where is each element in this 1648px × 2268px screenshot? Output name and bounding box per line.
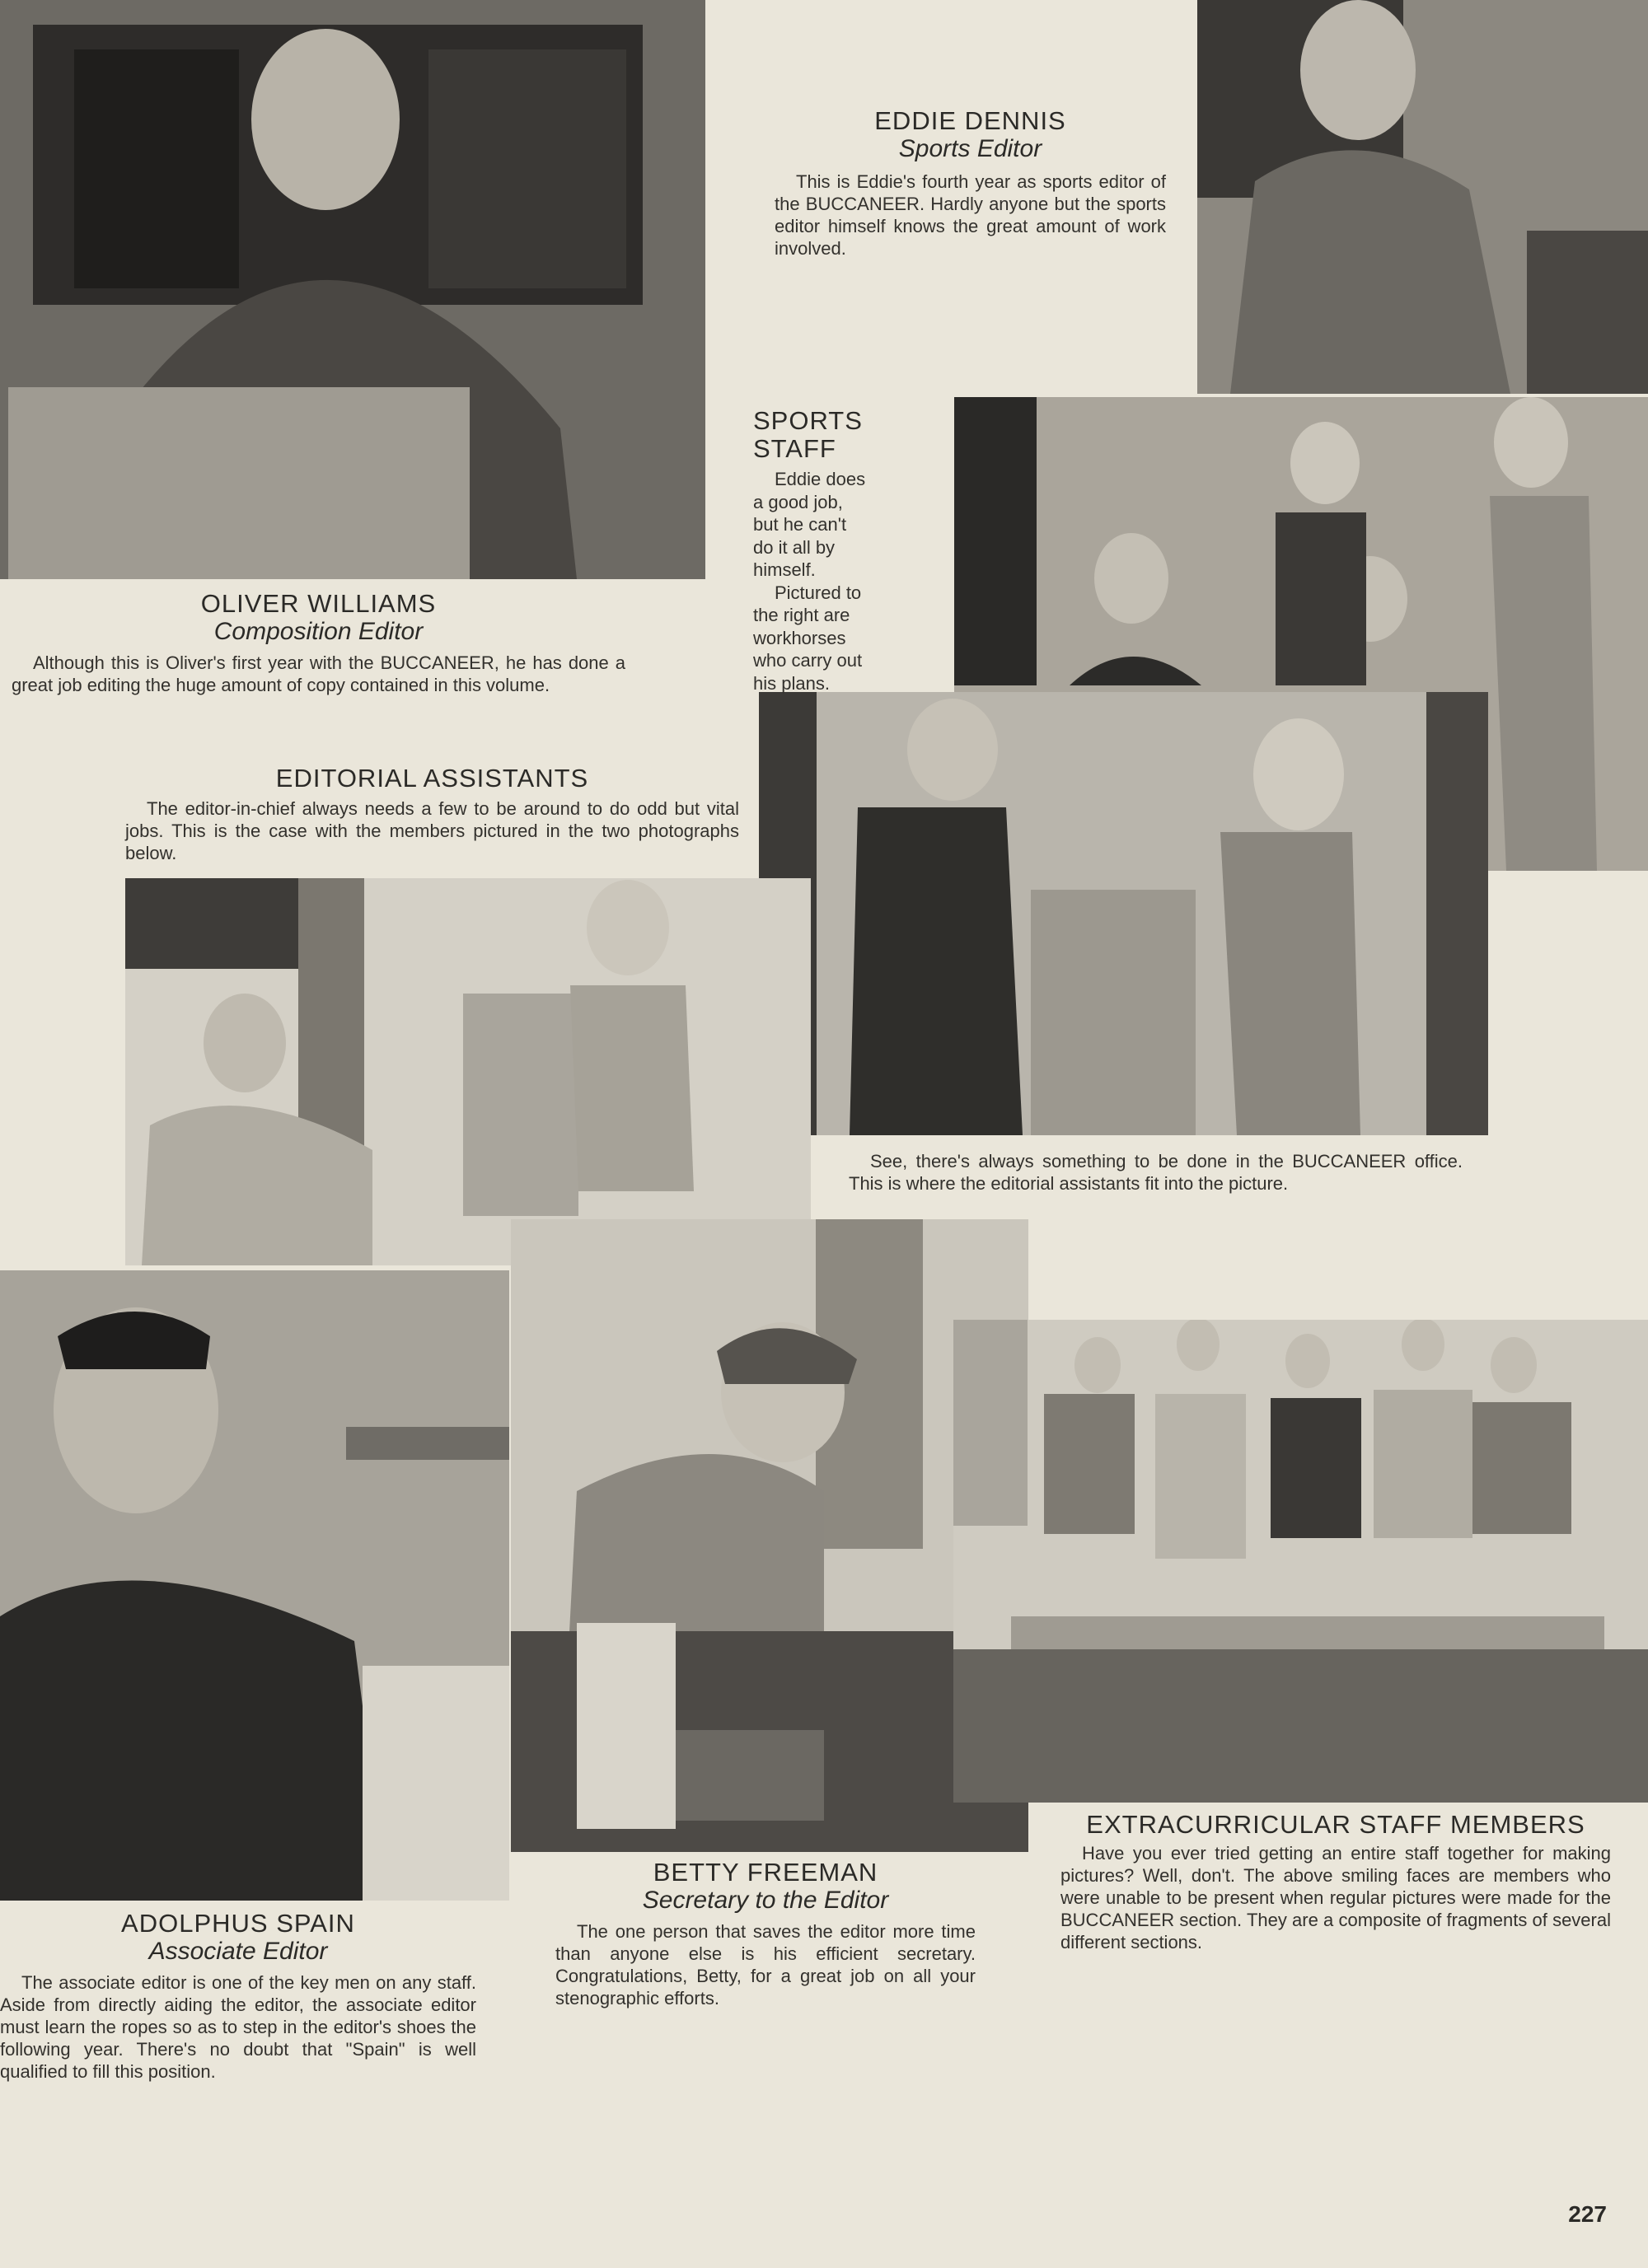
photo-oliver-williams [0,0,705,579]
eddie-dennis-caption [775,107,1166,260]
oliver-williams-caption [12,590,625,696]
photo-adolphus-spain [0,1270,509,1901]
sports-staff-title: SPORTS STAFF [753,406,863,464]
photo-eddie-dennis [1197,0,1648,394]
adolphus-spain-role: Associate Editor [148,1938,328,1966]
sports-staff-line: workhorses [753,627,846,648]
betty-freeman-text: The one person that saves the editor more time than anyone else is his efficient secretary. Congratulations, Betty, for a great job on all your stenographic efforts. [555,1920,976,2008]
office-caption-text: See, there's always something to be done in the BUCCANEER office. This is where the editorial assistants fit into the picture. [849,1151,1463,1194]
extracurricular-title: EXTRACURRICULAR STAFF MEMBERS [1086,1810,1585,1839]
eddie-dennis-text: This is Eddie's fourth year as sports editor of the BUCCANEER. Hardly anyone but the sports editor himself knows the great amount of work involved. [775,171,1166,259]
photo-betty-freeman [511,1219,1028,1852]
photo-editorial-assistants-machine [759,692,1488,1135]
office-caption [849,1150,1463,1195]
sports-staff-caption [753,407,943,694]
betty-freeman-caption [555,1859,976,2009]
sports-staff-line: the right are [753,605,850,626]
sports-staff-line: who carry out [753,650,863,671]
page-number: 227 [1568,2201,1607,2227]
extracurricular-caption [1060,1811,1611,1953]
eddie-dennis-role: Sports Editor [898,135,1042,163]
extracurricular-text: Have you ever tried getting an entire staff together for making pictures? Well, don't. The above smiling faces are members who were unable to be present when regular pictures were made for the BUCCANEER section. They are a composite of fragments of several different sections. [1060,1843,1611,1953]
betty-freeman-role: Secretary to the Editor [642,1887,889,1915]
oliver-williams-role: Composition Editor [213,618,424,646]
oliver-williams-text: Although this is Oliver's first year with the BUCCANEER, he has done a great job editing the huge amount of copy contained in this volume. [12,652,625,695]
sports-staff-line: a good job, [753,491,843,512]
sports-staff-line: himself. [753,559,816,581]
editorial-assistants-caption [125,765,739,864]
sports-staff-line: Eddie does [775,469,866,490]
sports-staff-line: his plans. [753,672,830,694]
photo-editorial-assistants-file [125,878,811,1265]
sports-staff-line: but he can't [753,514,847,535]
oliver-williams-name: OLIVER WILLIAMS [200,589,437,618]
editorial-assistants-text: The editor-in-chief always needs a few to be around to do odd but vital jobs. This is the case with the members pictured in the two photographs below. [125,798,739,864]
adolphus-spain-caption [0,1910,476,2083]
betty-freeman-name: BETTY FREEMAN [653,1858,878,1887]
editorial-assistants-title: EDITORIAL ASSISTANTS [275,764,589,793]
sports-staff-text [753,468,943,694]
sports-staff-line: do it all by [753,536,836,558]
sports-staff-line: Pictured to [775,582,862,603]
photo-extracurricular-staff [953,1320,1648,1803]
adolphus-spain-name: ADOLPHUS SPAIN [121,1909,355,1938]
adolphus-spain-text: The associate editor is one of the key men on any staff. Aside from directly aiding the editor, the associate editor must learn the ropes so as to step in the editor's shoes the following year. There's no doubt that "Spain" is well qualified to fill this position. [0,1971,476,2082]
eddie-dennis-name: EDDIE DENNIS [874,106,1066,135]
